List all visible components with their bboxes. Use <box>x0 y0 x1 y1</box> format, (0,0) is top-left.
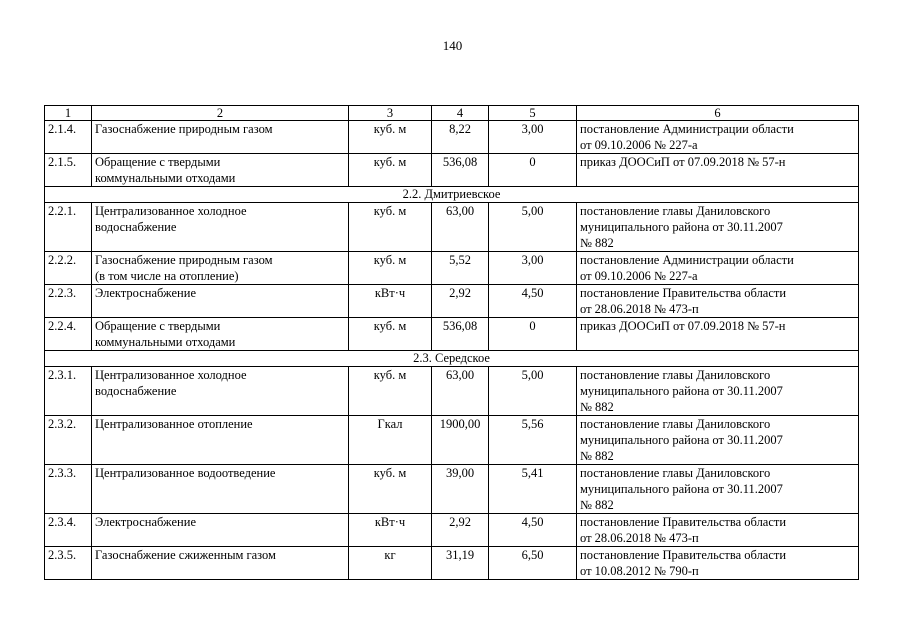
legal-basis <box>577 154 859 187</box>
value-cell: 63,00 <box>432 203 489 252</box>
section-title: 2.3. Середское <box>45 351 859 367</box>
unit-cell: кВт·ч <box>349 514 432 547</box>
rate-cell: 4,50 <box>489 285 577 318</box>
service-name-line: коммунальными отходами <box>95 171 236 185</box>
service-name-line: Централизованное водоотведение <box>95 466 276 480</box>
row-code: 2.2.3. <box>45 285 92 318</box>
rate-cell: 0 <box>489 154 577 187</box>
service-name-line: Газоснабжение природным газом <box>95 122 273 136</box>
rate-cell: 5,00 <box>489 367 577 416</box>
legal-basis <box>577 285 859 318</box>
row-code: 2.3.5. <box>45 547 92 580</box>
legal-basis-line: от 28.06.2018 № 473-п <box>580 302 699 316</box>
legal-basis <box>577 514 859 547</box>
table-row <box>45 367 859 416</box>
value-cell: 536,08 <box>432 318 489 351</box>
row-code: 2.2.1. <box>45 203 92 252</box>
legal-basis <box>577 367 859 416</box>
legal-basis-line: постановление главы Даниловского <box>580 368 771 382</box>
service-name-line: коммунальными отходами <box>95 335 236 349</box>
column-header: 6 <box>577 106 859 121</box>
value-cell: 5,52 <box>432 252 489 285</box>
unit-cell: куб. м <box>349 367 432 416</box>
legal-basis-line: муниципального района от 30.11.2007 <box>580 482 783 496</box>
legal-basis <box>577 416 859 465</box>
service-name-line: Обращение с твердыми <box>95 155 221 169</box>
service-name-line: Газоснабжение сжиженным газом <box>95 548 276 562</box>
legal-basis-line: постановление Администрации области <box>580 253 794 267</box>
row-code: 2.1.4. <box>45 121 92 154</box>
rate-cell: 5,56 <box>489 416 577 465</box>
service-name-line: Электроснабжение <box>95 286 196 300</box>
column-header: 5 <box>489 106 577 121</box>
value-cell: 2,92 <box>432 514 489 547</box>
value-cell: 8,22 <box>432 121 489 154</box>
table-row <box>45 285 859 318</box>
service-name <box>92 547 349 580</box>
service-name-line: Обращение с твердыми <box>95 319 221 333</box>
table-row <box>45 416 859 465</box>
legal-basis <box>577 121 859 154</box>
table-row <box>45 547 859 580</box>
table-row <box>45 154 859 187</box>
legal-basis <box>577 465 859 514</box>
legal-basis-line: от 09.10.2006 № 227-а <box>580 138 698 152</box>
unit-cell: куб. м <box>349 154 432 187</box>
value-cell: 39,00 <box>432 465 489 514</box>
service-name <box>92 514 349 547</box>
legal-basis-line: от 10.08.2012 № 790-п <box>580 564 699 578</box>
legal-basis-line: муниципального района от 30.11.2007 <box>580 384 783 398</box>
service-name-line: Газоснабжение природным газом <box>95 253 273 267</box>
service-name-line: водоснабжение <box>95 220 177 234</box>
service-name-line: Электроснабжение <box>95 515 196 529</box>
table-body <box>45 106 859 580</box>
value-cell: 2,92 <box>432 285 489 318</box>
value-cell: 536,08 <box>432 154 489 187</box>
service-name-line: Централизованное холодное <box>95 368 247 382</box>
rate-cell: 3,00 <box>489 252 577 285</box>
legal-basis-line: постановление Правительства области <box>580 515 787 529</box>
value-cell: 31,19 <box>432 547 489 580</box>
legal-basis-line: постановление главы Даниловского <box>580 466 771 480</box>
column-header: 4 <box>432 106 489 121</box>
service-name <box>92 121 349 154</box>
value-cell: 63,00 <box>432 367 489 416</box>
section-title: 2.2. Дмитриевское <box>45 187 859 203</box>
legal-basis-line: приказ ДООСиП от 07.09.2018 № 57-н <box>580 319 786 333</box>
legal-basis-line: приказ ДООСиП от 07.09.2018 № 57-н <box>580 155 786 169</box>
legal-basis-line: постановление Правительства области <box>580 286 787 300</box>
service-name-line: Централизованное холодное <box>95 204 247 218</box>
service-name <box>92 285 349 318</box>
unit-cell: кВт·ч <box>349 285 432 318</box>
service-name <box>92 252 349 285</box>
unit-cell: куб. м <box>349 465 432 514</box>
legal-basis-line: муниципального района от 30.11.2007 <box>580 220 783 234</box>
row-code: 2.2.2. <box>45 252 92 285</box>
legal-basis-line: от 09.10.2006 № 227-а <box>580 269 698 283</box>
table-row <box>45 318 859 351</box>
legal-basis <box>577 252 859 285</box>
rate-cell: 5,41 <box>489 465 577 514</box>
service-name <box>92 154 349 187</box>
unit-cell: куб. м <box>349 121 432 154</box>
legal-basis-line: постановление Администрации области <box>580 122 794 136</box>
legal-basis <box>577 203 859 252</box>
unit-cell: куб. м <box>349 252 432 285</box>
row-code: 2.3.1. <box>45 367 92 416</box>
legal-basis <box>577 318 859 351</box>
row-code: 2.2.4. <box>45 318 92 351</box>
column-header: 1 <box>45 106 92 121</box>
table-row <box>45 203 859 252</box>
unit-cell: куб. м <box>349 203 432 252</box>
tariff-table <box>44 105 859 580</box>
column-header: 3 <box>349 106 432 121</box>
header-row <box>45 106 859 121</box>
legal-basis-line: № 882 <box>580 400 614 414</box>
column-header: 2 <box>92 106 349 121</box>
service-name <box>92 203 349 252</box>
service-name-line: Централизованное отопление <box>95 417 253 431</box>
legal-basis <box>577 547 859 580</box>
service-name-line: водоснабжение <box>95 384 177 398</box>
value-cell: 1900,00 <box>432 416 489 465</box>
table-row <box>45 252 859 285</box>
row-code: 2.3.2. <box>45 416 92 465</box>
rate-cell: 3,00 <box>489 121 577 154</box>
unit-cell: куб. м <box>349 318 432 351</box>
rate-cell: 5,00 <box>489 203 577 252</box>
legal-basis-line: № 882 <box>580 498 614 512</box>
section-row <box>45 187 859 203</box>
service-name <box>92 465 349 514</box>
service-name <box>92 416 349 465</box>
row-code: 2.3.4. <box>45 514 92 547</box>
rate-cell: 4,50 <box>489 514 577 547</box>
legal-basis-line: № 882 <box>580 236 614 250</box>
legal-basis-line: постановление главы Даниловского <box>580 417 771 431</box>
rate-cell: 6,50 <box>489 547 577 580</box>
table-row <box>45 465 859 514</box>
service-name <box>92 318 349 351</box>
service-name <box>92 367 349 416</box>
legal-basis-line: № 882 <box>580 449 614 463</box>
row-code: 2.3.3. <box>45 465 92 514</box>
service-name-line: (в том числе на отопление) <box>95 269 239 283</box>
unit-cell: Гкал <box>349 416 432 465</box>
row-code: 2.1.5. <box>45 154 92 187</box>
table-row <box>45 121 859 154</box>
legal-basis-line: муниципального района от 30.11.2007 <box>580 433 783 447</box>
unit-cell: кг <box>349 547 432 580</box>
legal-basis-line: постановление главы Даниловского <box>580 204 771 218</box>
legal-basis-line: от 28.06.2018 № 473-п <box>580 531 699 545</box>
page-number: 140 <box>442 38 463 53</box>
table-row <box>45 514 859 547</box>
legal-basis-line: постановление Правительства области <box>580 548 787 562</box>
rate-cell: 0 <box>489 318 577 351</box>
section-row <box>45 351 859 367</box>
